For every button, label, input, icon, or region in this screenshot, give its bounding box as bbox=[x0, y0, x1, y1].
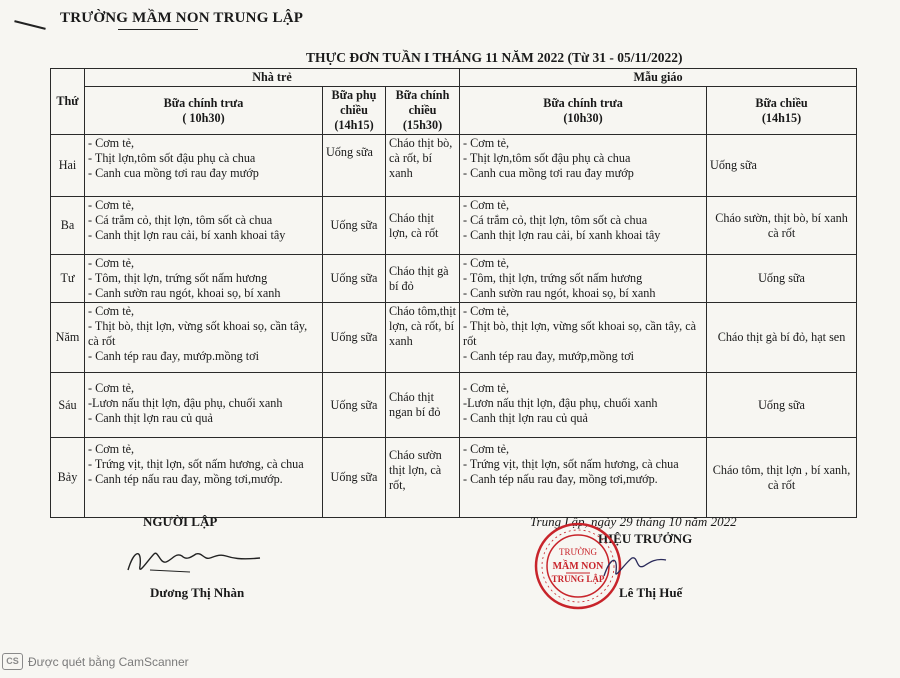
col-header-mg-chieu: Bữa chiều (14h15) bbox=[707, 87, 857, 135]
nt-snack-cell: Uống sữa bbox=[323, 438, 386, 518]
group-header-nha-tre: Nhà trẻ bbox=[85, 69, 460, 87]
mg-lunch-cell: - Cơm tẻ, - Thịt lợn,tôm sốt đậu phụ cà chua - Canh cua mồng tơi rau đay mướp bbox=[460, 135, 707, 197]
scanner-watermark bbox=[2, 653, 189, 670]
seal-line-3: TRUNG LẬP bbox=[551, 574, 605, 584]
nt-lunch-cell: - Cơm tẻ, - Thịt lợn,tôm sốt đậu phụ cà chua - Canh cua mồng tơi rau đay mướp bbox=[85, 135, 323, 197]
principal-name: Lê Thị Huế bbox=[619, 585, 683, 600]
col-header-nt-chinh-trua: Bữa chính trưa ( 10h30) bbox=[85, 87, 323, 135]
nt-snack-cell: Uống sữa bbox=[323, 373, 386, 438]
preparer-role: NGƯỜI LẬP bbox=[143, 514, 218, 529]
nt-snack-cell: Uống sữa bbox=[323, 135, 386, 197]
school-underline bbox=[118, 29, 198, 30]
nt-dinner-cell: Cháo thịt gà bí đỏ bbox=[386, 255, 460, 303]
menu-title: THỰC ĐƠN TUẦN I THÁNG 11 NĂM 2022 (Từ 31 - 05/11/2022) bbox=[306, 50, 683, 65]
mg-lunch-cell: - Cơm tẻ, - Trứng vịt, thịt lợn, sốt nấm hương, cà chua - Canh tép nấu rau đay, mồng tơi,mướp. bbox=[460, 438, 707, 518]
mg-lunch-cell: - Cơm tẻ, -Lươn nấu thịt lợn, đậu phụ, chuối xanh - Canh thịt lợn rau củ quả bbox=[460, 373, 707, 438]
mg-lunch-cell: - Cơm tẻ, - Cá trắm cỏ, thịt lợn, tôm sốt cà chua - Canh thịt lợn rau cải, bí xanh khoai tây bbox=[460, 197, 707, 255]
table-row bbox=[51, 135, 857, 197]
camscanner-logo-icon: CS bbox=[2, 653, 23, 670]
nt-dinner-cell: Cháo thịt bò, cà rốt, bí xanh bbox=[386, 135, 460, 197]
watermark-text: Được quét bằng CamScanner bbox=[28, 654, 189, 669]
table-row bbox=[51, 303, 857, 373]
day-label: Sáu bbox=[51, 373, 85, 438]
mg-afternoon-cell: Uống sữa bbox=[707, 135, 857, 197]
nt-lunch-cell: - Cơm tẻ, - Thịt bò, thịt lợn, vừng sốt khoai sọ, cần tây, cà rốt - Canh tép rau đay, mướp.mồng tơi bbox=[85, 303, 323, 373]
nt-snack-cell: Uống sữa bbox=[323, 255, 386, 303]
seal-line-2: MẦM NON bbox=[552, 561, 604, 572]
nt-dinner-cell: Cháo tôm,thịt lợn, cà rốt, bí xanh bbox=[386, 303, 460, 373]
day-label: Tư bbox=[51, 255, 85, 303]
nt-lunch-cell: - Cơm tẻ, -Lươn nấu thịt lợn, đậu phụ, chuối xanh - Canh thịt lợn rau củ quả bbox=[85, 373, 323, 438]
day-label: Bảy bbox=[51, 438, 85, 518]
signing-date: Trung Lập, ngày 29 tháng 10 năm 2022 bbox=[530, 514, 737, 529]
nt-snack-cell: Uống sữa bbox=[323, 197, 386, 255]
col-header-thu: Thứ bbox=[51, 69, 85, 135]
day-label: Năm bbox=[51, 303, 85, 373]
menu-table bbox=[50, 68, 857, 518]
preparer-signature bbox=[120, 540, 270, 580]
nt-dinner-cell: Cháo sườn thịt lợn, cà rốt, bbox=[386, 438, 460, 518]
pen-mark bbox=[14, 20, 46, 30]
mg-afternoon-cell: Cháo sườn, thịt bò, bí xanh cà rốt bbox=[707, 197, 857, 255]
nt-dinner-cell: Cháo thịt ngan bí đỏ bbox=[386, 373, 460, 438]
group-header-mau-giao: Mẫu giáo bbox=[460, 69, 857, 87]
mg-lunch-cell: - Cơm tẻ, - Tôm, thịt lợn, trứng sốt nấm hương - Canh sườn rau ngót, khoai sọ, bí xanh bbox=[460, 255, 707, 303]
table-row bbox=[51, 373, 857, 438]
seal-line-1: TRƯỜNG bbox=[559, 547, 597, 557]
table-row bbox=[51, 438, 857, 518]
table-row bbox=[51, 197, 857, 255]
col-header-nt-phu-chieu: Bữa phụ chiều (14h15) bbox=[323, 87, 386, 135]
preparer-name: Dương Thị Nhàn bbox=[150, 585, 245, 600]
principal-signature bbox=[600, 548, 670, 583]
school-name: TRƯỜNG MẦM NON TRUNG LẬP bbox=[60, 10, 304, 26]
nt-lunch-cell: - Cơm tẻ, - Cá trắm cỏ, thịt lợn, tôm sốt cà chua - Canh thịt lợn rau cải, bí xanh khoai tây bbox=[85, 197, 323, 255]
mg-afternoon-cell: Uống sữa bbox=[707, 373, 857, 438]
mg-lunch-cell: - Cơm tẻ, - Thịt bò, thịt lợn, vừng sốt khoai sọ, cần tây, cà rốt - Canh tép rau đay, mướp,mồng tơi bbox=[460, 303, 707, 373]
nt-snack-cell: Uống sữa bbox=[323, 303, 386, 373]
mg-afternoon-cell: Cháo tôm, thịt lợn , bí xanh, cà rốt bbox=[707, 438, 857, 518]
day-label: Hai bbox=[51, 135, 85, 197]
table-row bbox=[51, 255, 857, 303]
day-label: Ba bbox=[51, 197, 85, 255]
nt-dinner-cell: Cháo thịt lợn, cà rốt bbox=[386, 197, 460, 255]
mg-afternoon-cell: Cháo thịt gà bí đỏ, hạt sen bbox=[707, 303, 857, 373]
mg-afternoon-cell: Uống sữa bbox=[707, 255, 857, 303]
nt-lunch-cell: - Cơm tẻ, - Trứng vịt, thịt lợn, sốt nấm hương, cà chua - Canh tép nấu rau đay, mồng tơi,mướp. bbox=[85, 438, 323, 518]
col-header-mg-chinh-trua: Bữa chính trưa (10h30) bbox=[460, 87, 707, 135]
nt-lunch-cell: - Cơm tẻ, - Tôm, thịt lợn, trứng sốt nấm hương - Canh sườn rau ngót, khoai sọ, bí xanh bbox=[85, 255, 323, 303]
col-header-nt-chinh-chieu: Bữa chính chiều (15h30) bbox=[386, 87, 460, 135]
principal-role: HIỆU TRƯỞNG bbox=[598, 531, 693, 546]
